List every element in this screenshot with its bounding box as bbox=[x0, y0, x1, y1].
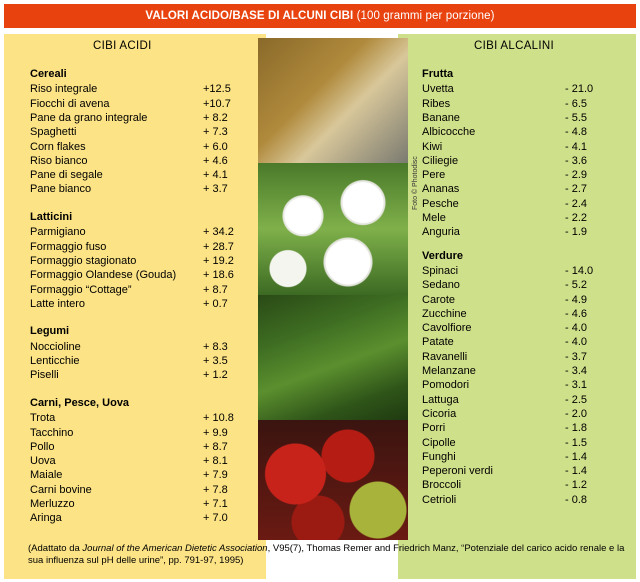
food-name: Piselli bbox=[30, 369, 59, 382]
eggs-photo bbox=[258, 163, 408, 295]
acid-base-value: - 2.7 bbox=[565, 183, 588, 196]
food-name: Albicocche bbox=[422, 126, 476, 139]
food-name: Merluzzo bbox=[30, 498, 75, 510]
food-name: Lenticchie bbox=[30, 355, 80, 367]
acid-base-value: + 18.6 bbox=[203, 269, 234, 282]
acid-base-value: + 8.1 bbox=[203, 455, 228, 468]
acid-base-value: - 4.9 bbox=[565, 293, 588, 306]
food-name: Lattuga bbox=[422, 393, 459, 406]
food-name: Fiocchi di avena bbox=[30, 97, 110, 110]
title-main: VALORI ACIDO/BASE DI ALCUNI CIBI bbox=[145, 10, 354, 22]
acid-base-value: - 2.2 bbox=[565, 212, 588, 224]
food-name: Formaggio Olandese (Gouda) bbox=[30, 269, 177, 282]
food-name: Funghi bbox=[422, 450, 456, 463]
food-name: Pane bianco bbox=[30, 183, 92, 196]
food-name: Mele bbox=[422, 212, 446, 224]
food-name: Uvetta bbox=[422, 83, 454, 96]
acid-base-value: + 28.7 bbox=[203, 240, 234, 253]
food-name: Broccoli bbox=[422, 479, 462, 492]
food-photos bbox=[258, 38, 408, 540]
acid-base-value: + 7.1 bbox=[203, 498, 228, 510]
food-name: Tacchino bbox=[30, 426, 74, 439]
acid-base-value: - 1.5 bbox=[565, 436, 588, 449]
acid-base-value: - 5.5 bbox=[565, 111, 588, 124]
food-name: Parmigiano bbox=[30, 226, 86, 239]
section-heading: Carni, Pesce, Uova bbox=[30, 396, 130, 409]
food-name: Ribes bbox=[422, 97, 451, 110]
acid-base-value: - 4.0 bbox=[565, 336, 588, 349]
title-sub: (100 grammi per porzione) bbox=[356, 10, 495, 22]
food-name: Cavolfiore bbox=[422, 322, 472, 335]
acid-base-value: - 1.2 bbox=[565, 479, 588, 492]
acid-base-value: + 7.9 bbox=[203, 469, 228, 482]
acid-base-value: + 1.2 bbox=[203, 369, 228, 382]
food-name: Ravanelli bbox=[422, 350, 468, 363]
acid-base-value: + 8.3 bbox=[203, 340, 228, 353]
acid-base-value: + 8.2 bbox=[203, 111, 228, 124]
acid-base-value: - 1.4 bbox=[565, 450, 588, 463]
acid-base-value: - 4.0 bbox=[565, 322, 588, 335]
section-heading: Verdure bbox=[422, 249, 463, 262]
food-name: Porri bbox=[422, 422, 446, 435]
food-name: Cetrioli bbox=[422, 493, 457, 506]
acid-base-value: + 19.2 bbox=[203, 254, 234, 267]
food-name: Maiale bbox=[30, 469, 63, 482]
section-heading: Latticini bbox=[30, 211, 73, 223]
acid-base-value: + 9.9 bbox=[203, 426, 228, 439]
acid-base-value: - 1.8 bbox=[565, 422, 588, 435]
section-heading: Cereali bbox=[30, 68, 67, 80]
food-name: Carote bbox=[422, 293, 456, 306]
acid-base-value: - 5.2 bbox=[565, 279, 588, 292]
food-name: Pollo bbox=[30, 440, 55, 453]
acid-base-value: + 7.3 bbox=[203, 126, 228, 139]
alkaline-heading: CIBI ALCALINI bbox=[474, 40, 554, 52]
food-name: Melanzane bbox=[422, 365, 476, 377]
food-name: Pane di segale bbox=[30, 169, 103, 182]
food-name: Noccioline bbox=[30, 340, 81, 353]
food-name: Riso bianco bbox=[30, 154, 88, 167]
acid-base-value: - 4.8 bbox=[565, 126, 588, 139]
footnote-rest: , V95(7), Thomas Remer and Friedrich Manz, “Potenziale del carico acido renale e la sua influenza sul pH delle urine”, pp. 791-97, 1995) bbox=[28, 543, 625, 566]
acid-base-value: - 2.0 bbox=[565, 407, 588, 420]
acid-base-value: - 4.1 bbox=[565, 140, 588, 153]
acid-base-value: + 10.8 bbox=[203, 412, 234, 425]
apples-pear-photo bbox=[258, 420, 408, 540]
grains-photo bbox=[258, 38, 408, 163]
acid-base-value: - 3.4 bbox=[565, 365, 588, 377]
acid-base-value: - 1.9 bbox=[565, 226, 588, 239]
acid-base-value: + 8.7 bbox=[203, 440, 228, 453]
photo-credit-text: Foto © Photodisc bbox=[412, 156, 419, 210]
photo-credit bbox=[400, 150, 419, 210]
acid-base-value: +10.7 bbox=[203, 97, 231, 110]
acid-base-value: - 2.9 bbox=[565, 169, 588, 182]
green-beans-photo bbox=[258, 295, 408, 420]
food-name: Patate bbox=[422, 336, 454, 349]
food-name: Kiwi bbox=[422, 140, 443, 153]
acid-base-value: + 8.7 bbox=[203, 283, 228, 296]
food-name: Aringa bbox=[30, 512, 62, 525]
acid-base-value: + 3.7 bbox=[203, 183, 228, 196]
acid-base-value: - 3.1 bbox=[565, 379, 588, 392]
food-name: Peperoni verdi bbox=[422, 465, 493, 478]
acid-base-value: + 7.0 bbox=[203, 512, 228, 525]
food-name: Carni bovine bbox=[30, 483, 92, 496]
food-name: Cipolle bbox=[422, 436, 456, 449]
acid-base-value: + 4.1 bbox=[203, 169, 228, 182]
acid-base-value: - 3.7 bbox=[565, 350, 588, 363]
food-name: Ananas bbox=[422, 183, 460, 196]
section-heading: Legumi bbox=[30, 325, 70, 338]
acid-base-value: - 3.6 bbox=[565, 154, 588, 167]
food-name: Pesche bbox=[422, 197, 459, 210]
acid-base-value: - 0.8 bbox=[565, 493, 588, 506]
section-heading: Frutta bbox=[422, 68, 454, 80]
footnote-prefix: (Adattato da bbox=[28, 543, 83, 554]
food-name: Anguria bbox=[422, 226, 460, 239]
food-name: Cicoria bbox=[422, 407, 457, 420]
food-name: Pane da grano integrale bbox=[30, 111, 148, 124]
acid-base-value: - 4.6 bbox=[565, 307, 588, 320]
food-name: Latte intero bbox=[30, 297, 86, 310]
acid-base-value: - 6.5 bbox=[565, 97, 588, 110]
food-name: Pomodori bbox=[422, 379, 470, 392]
acid-base-value: +12.5 bbox=[203, 83, 231, 96]
acid-base-value: - 21.0 bbox=[565, 83, 594, 96]
acid-base-value: + 7.8 bbox=[203, 483, 228, 496]
food-name: Pere bbox=[422, 169, 446, 182]
title-bar bbox=[4, 4, 636, 28]
food-name: Riso integrale bbox=[30, 83, 98, 96]
acid-base-value: + 4.6 bbox=[203, 154, 228, 167]
food-name: Uova bbox=[30, 455, 56, 468]
food-name: Corn flakes bbox=[30, 140, 86, 153]
food-name: Formaggio “Cottage” bbox=[30, 283, 132, 296]
acid-base-value: + 34.2 bbox=[203, 226, 234, 239]
food-name: Formaggio fuso bbox=[30, 240, 107, 253]
acid-base-value: - 2.5 bbox=[565, 393, 588, 406]
acid-heading: CIBI ACIDI bbox=[93, 40, 152, 52]
food-name: Trota bbox=[30, 412, 56, 425]
footnote-journal: Journal of the American Dietetic Association bbox=[82, 543, 268, 554]
food-name: Sedano bbox=[422, 279, 460, 292]
food-name: Zucchine bbox=[422, 307, 467, 320]
food-name: Spaghetti bbox=[30, 126, 77, 139]
acid-base-value: - 14.0 bbox=[565, 264, 594, 277]
acid-base-value: + 0.7 bbox=[203, 297, 228, 310]
acid-base-value: - 2.4 bbox=[565, 197, 588, 210]
food-name: Formaggio stagionato bbox=[30, 254, 137, 267]
food-name: Banane bbox=[422, 111, 460, 124]
food-name: Spinaci bbox=[422, 264, 459, 277]
acid-base-value: - 1.4 bbox=[565, 465, 588, 478]
food-name: Ciliegie bbox=[422, 154, 459, 167]
source-footnote bbox=[28, 543, 628, 567]
acid-base-value: + 3.5 bbox=[203, 355, 228, 367]
acid-base-value: + 6.0 bbox=[203, 140, 228, 153]
